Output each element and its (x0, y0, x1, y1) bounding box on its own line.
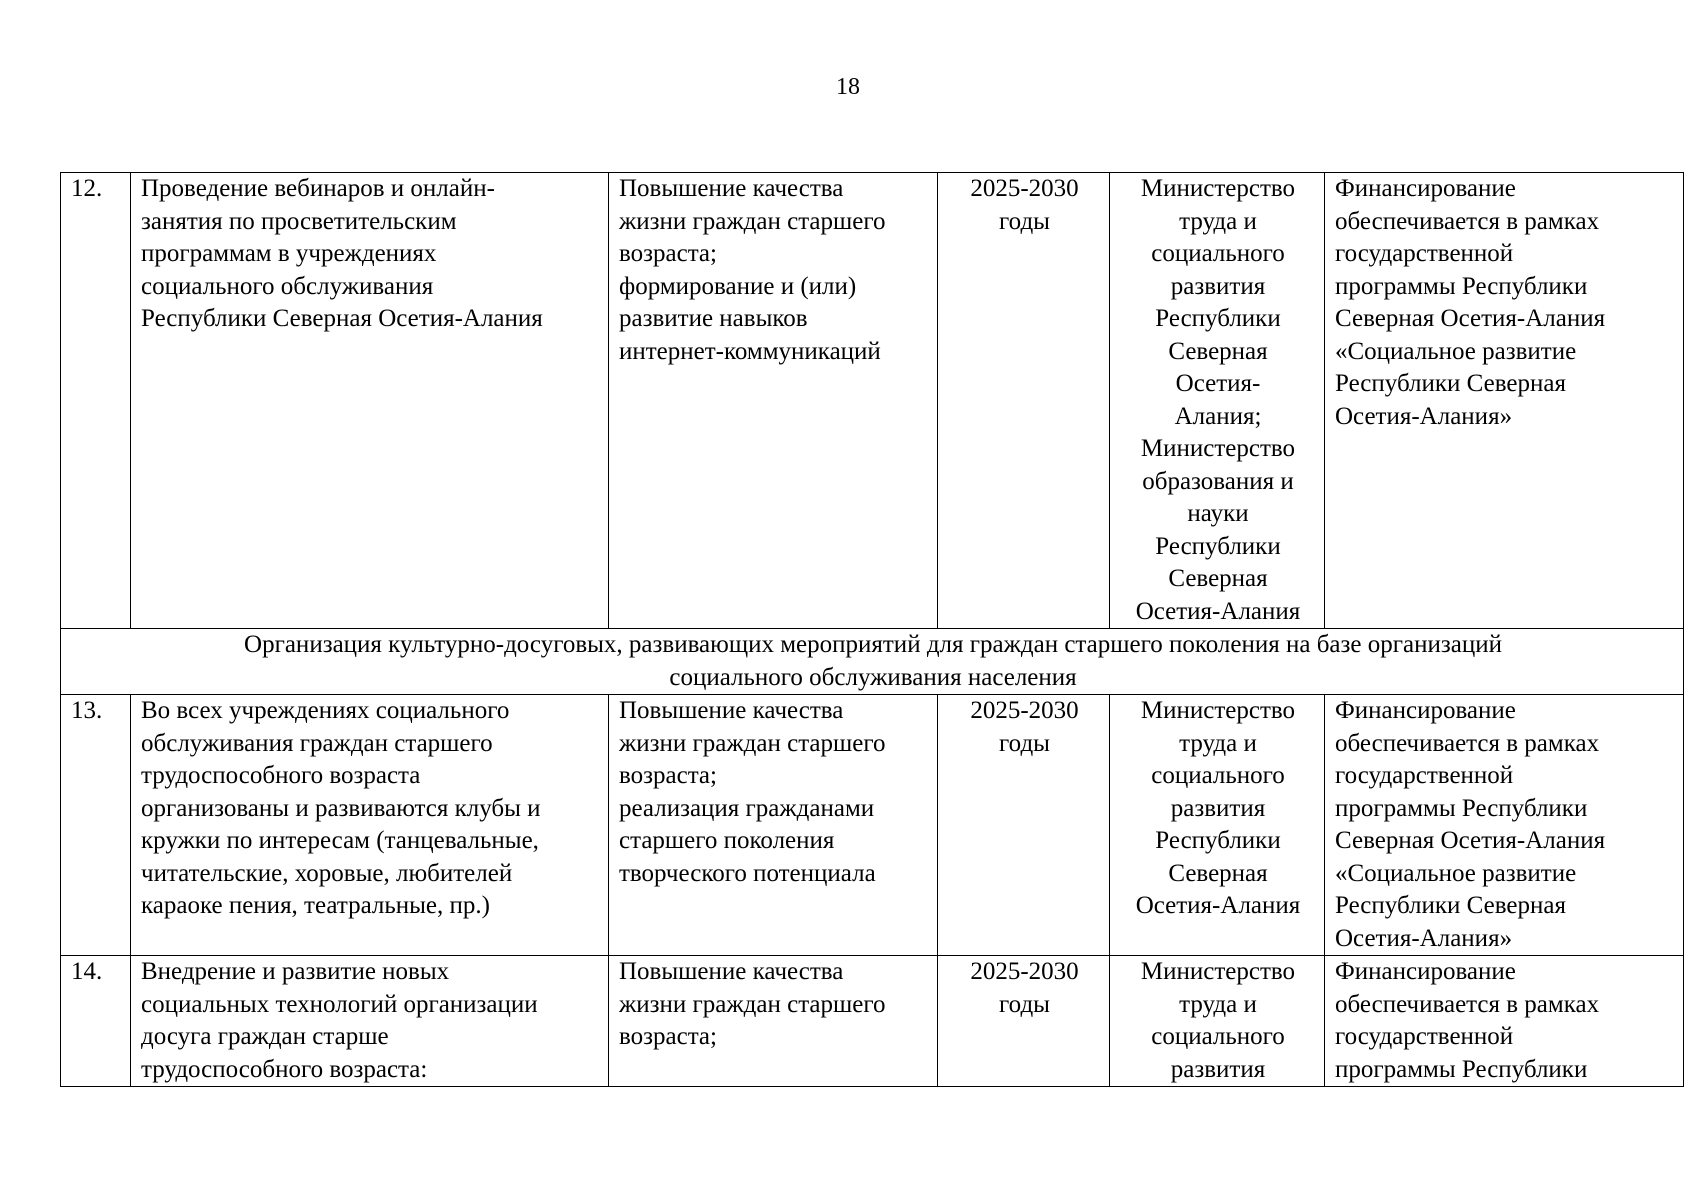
activity-cell (131, 173, 609, 629)
result-line: жизни граждан старшего (619, 729, 886, 757)
activity-line: Проведение вебинаров и онлайн- (141, 175, 495, 202)
financing-line: Финансирование (1335, 175, 1516, 202)
executor-line: Министерство (1140, 958, 1296, 985)
section-title-line: социального обслуживания населения (669, 663, 1077, 691)
period-cell (938, 695, 1110, 956)
period-line: годы (999, 207, 1050, 235)
executor-line: Республики (1155, 827, 1281, 854)
financing-line: «Социальное развитие (1335, 859, 1577, 887)
executor-line: Северная (1168, 337, 1268, 365)
result-line: возраста; (619, 762, 717, 789)
period-line: 2025-2030 (970, 175, 1079, 202)
executor-line: труда и (1179, 729, 1257, 757)
result-line: творческого потенциала (619, 859, 876, 887)
table-row (61, 695, 1684, 956)
financing-cell (1325, 695, 1684, 956)
executor-line: Осетия- (1175, 370, 1261, 397)
activity-line: кружки по интересам (танцевальные, (141, 827, 539, 854)
executor-line: социального (1151, 240, 1285, 267)
activity-line: занятия по просветительским (141, 207, 457, 235)
row-number-cell (61, 695, 131, 956)
activity-line: обслуживания граждан старшего (141, 729, 493, 757)
result-line: реализация гражданами (619, 794, 875, 822)
page-number: 18 (836, 74, 860, 100)
result-line: жизни граждан старшего (619, 990, 886, 1018)
executor-line: развития (1170, 794, 1266, 822)
result-line: Повышение качества (619, 175, 844, 202)
period-cell (938, 956, 1110, 1087)
section-title-cell (61, 629, 1684, 695)
financing-cell (1325, 173, 1684, 629)
activity-line: караоке пения, театральные, пр.) (141, 892, 490, 919)
executor-line: Северная (1168, 565, 1268, 592)
result-cell (609, 956, 938, 1087)
financing-line: государственной (1335, 240, 1514, 267)
financing-line: программы Республики (1335, 272, 1588, 300)
activity-line: трудоспособного возраста: (141, 1055, 428, 1083)
result-line: возраста; (619, 240, 717, 267)
result-line: Повышение качества (619, 958, 844, 985)
row-number-cell (61, 956, 131, 1087)
executor-line: развития (1170, 1055, 1266, 1083)
executor-cell (1110, 695, 1325, 956)
executor-line: Алания; (1174, 402, 1262, 430)
financing-line: программы Республики (1335, 794, 1588, 822)
activity-line: организованы и развиваются клубы и (141, 794, 541, 822)
financing-line: Республики Северная (1335, 892, 1566, 919)
row-number: 14. (71, 958, 103, 985)
executor-line: Министерство (1140, 697, 1296, 724)
financing-line: Осетия-Алания» (1335, 402, 1513, 430)
activity-line: программам в учреждениях (141, 240, 437, 267)
financing-line: Финансирование (1335, 697, 1516, 724)
measures-table (60, 172, 1684, 1087)
executor-line: социального (1151, 762, 1285, 789)
row-number-cell (61, 173, 131, 629)
result-line: возраста; (619, 1023, 717, 1050)
table-row (61, 173, 1684, 629)
result-line: развитие навыков (619, 305, 808, 332)
row-number: 13. (71, 697, 103, 724)
financing-line: Северная Осетия-Алания (1335, 305, 1606, 332)
section-title-line: Организация культурно-досуговых, развивающих мероприятий для граждан старшего поколения на базе организаций (244, 631, 1502, 658)
financing-line: программы Республики (1335, 1055, 1588, 1083)
period-line: годы (999, 990, 1050, 1018)
activity-cell (131, 695, 609, 956)
activity-line: Внедрение и развитие новых (141, 958, 450, 985)
activity-cell (131, 956, 609, 1087)
result-line: старшего поколения (619, 827, 835, 854)
financing-line: Республики Северная (1335, 370, 1566, 397)
executor-line: труда и (1179, 990, 1257, 1018)
executor-line: социального (1151, 1023, 1285, 1050)
financing-line: Северная Осетия-Алания (1335, 827, 1606, 854)
activity-line: социальных технологий организации (141, 990, 538, 1018)
section-header-row (61, 629, 1684, 695)
period-line: 2025-2030 (970, 958, 1079, 985)
activity-line: Во всех учреждениях социального (141, 697, 510, 724)
financing-line: государственной (1335, 762, 1514, 789)
period-cell (938, 173, 1110, 629)
financing-line: Осетия-Алания» (1335, 924, 1513, 952)
executor-line: образования и (1142, 467, 1294, 495)
executor-cell (1110, 956, 1325, 1087)
activity-line: трудоспособного возраста (141, 762, 421, 789)
result-cell (609, 173, 938, 629)
executor-cell (1110, 173, 1325, 629)
financing-line: обеспечивается в рамках (1335, 729, 1600, 757)
financing-line: обеспечивается в рамках (1335, 207, 1600, 235)
executor-line: Осетия-Алания (1135, 892, 1301, 919)
activity-line: досуга граждан старше (141, 1023, 389, 1050)
financing-line: государственной (1335, 1023, 1514, 1050)
executor-line: науки (1187, 500, 1249, 527)
executor-line: Осетия-Алания (1135, 597, 1301, 625)
executor-line: Министерство (1140, 175, 1296, 202)
financing-line: «Социальное развитие (1335, 337, 1577, 365)
result-line: интернет-коммуникаций (619, 337, 881, 365)
activity-line: читательские, хоровые, любителей (141, 859, 513, 887)
executor-line: развития (1170, 272, 1266, 300)
period-line: 2025-2030 (970, 697, 1079, 724)
executor-line: Республики (1155, 532, 1281, 560)
activity-line: Республики Северная Осетия-Алания (141, 305, 543, 332)
financing-cell (1325, 956, 1684, 1087)
executor-line: труда и (1179, 207, 1257, 235)
result-line: Повышение качества (619, 697, 844, 724)
executor-line: Северная (1168, 859, 1268, 887)
activity-line: социального обслуживания (141, 272, 434, 300)
result-cell (609, 695, 938, 956)
executor-line: Республики (1155, 305, 1281, 332)
financing-line: обеспечивается в рамках (1335, 990, 1600, 1018)
table-row (61, 956, 1684, 1087)
financing-line: Финансирование (1335, 958, 1516, 985)
result-line: формирование и (или) (619, 272, 857, 300)
row-number: 12. (71, 175, 103, 202)
period-line: годы (999, 729, 1050, 757)
result-line: жизни граждан старшего (619, 207, 886, 235)
executor-line: Министерство (1140, 435, 1296, 462)
